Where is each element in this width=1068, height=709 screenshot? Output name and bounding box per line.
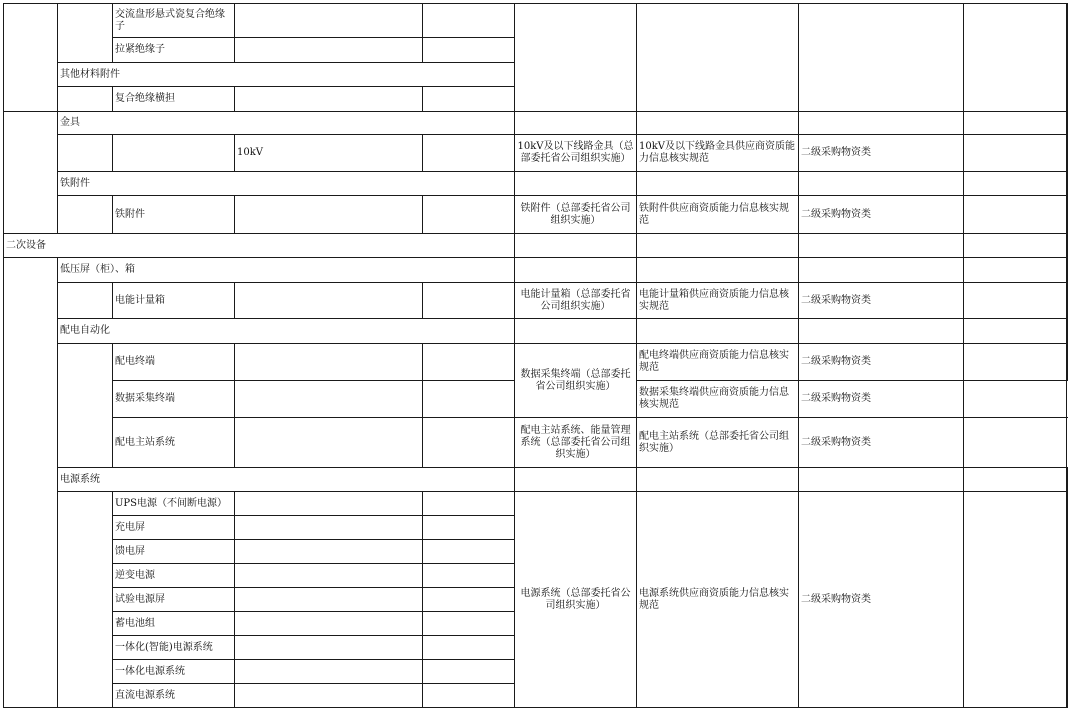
blank-cell xyxy=(234,37,423,63)
blank-cell xyxy=(963,171,1067,196)
master-station-spec-text: 配电主站系统（总部委托省公司组织实施） xyxy=(639,430,789,454)
power-spec-text: 电源系统供应商资质能力信息核实规范 xyxy=(639,587,789,611)
meter-spec xyxy=(636,282,799,319)
blank-cell xyxy=(3,111,58,234)
master-station-level-text: 二级采购物资类 xyxy=(801,436,871,448)
blank-cell xyxy=(963,467,1067,492)
meter-level xyxy=(798,282,964,319)
item-inverter-text: 逆变电源 xyxy=(115,569,155,581)
blank-cell xyxy=(57,282,113,319)
iron-implementation-text: 铁附件（总部委托省公司组织实施） xyxy=(520,202,631,226)
iron-level-text: 二级采购物资类 xyxy=(801,208,871,220)
meter-level-text: 二级采购物资类 xyxy=(801,294,871,306)
master-station-implementation xyxy=(514,417,637,468)
data-terminal-level-text: 二级采购物资类 xyxy=(801,393,871,404)
group-hardware xyxy=(57,111,515,135)
group-hardware-text: 金具 xyxy=(60,117,80,128)
blank-cell xyxy=(234,635,423,660)
blank-cell xyxy=(57,343,113,468)
section-secondary-equipment-text: 二次设备 xyxy=(6,239,46,251)
distribution-terminal-spec xyxy=(636,343,799,381)
item-integrated-smart-power xyxy=(112,635,235,660)
item-charging-panel xyxy=(112,515,235,540)
meter-spec-text: 电能计量箱供应商资质能力信息核实规范 xyxy=(639,288,789,312)
data-terminal-spec-text: 数据采集终端供应商资质能力信息核实规范 xyxy=(639,387,789,410)
terminal-implementation-text: 数据采集终端（总部委托省公司组织实施） xyxy=(520,368,631,392)
item-master-station xyxy=(112,417,235,468)
blank-cell xyxy=(514,233,637,258)
blank-cell xyxy=(234,86,423,112)
iron-level xyxy=(798,195,964,234)
hardware-spec-text: 10kV及以下线路金具供应商资质能力信息核实规范 xyxy=(639,141,796,164)
item-dc-power-text: 直流电源系统 xyxy=(115,689,175,701)
blank-cell xyxy=(422,659,515,684)
blank-cell xyxy=(422,539,515,564)
blank-cell xyxy=(234,587,423,612)
blank-cell xyxy=(963,380,1067,418)
blank-cell xyxy=(234,343,423,381)
blank-cell xyxy=(422,563,515,588)
blank-cell xyxy=(234,491,423,516)
item-tension-insulator xyxy=(112,37,235,63)
iron-spec xyxy=(636,195,799,234)
item-ac-disc-insulator-text: 交流盘形悬式瓷复合绝缘子 xyxy=(115,8,225,32)
iron-spec-text: 铁附件供应商资质能力信息核实规范 xyxy=(639,202,789,226)
blank-cell xyxy=(422,380,515,418)
meter-implementation xyxy=(514,282,637,319)
blank-cell xyxy=(234,539,423,564)
item-inverter xyxy=(112,563,235,588)
hardware-level xyxy=(798,134,964,172)
master-station-level xyxy=(798,417,964,468)
blank-cell xyxy=(798,3,964,112)
item-distribution-terminal-text: 配电终端 xyxy=(115,356,155,367)
item-10kv-text: 10kV xyxy=(237,147,264,158)
item-test-power-panel-text: 试验电源屏 xyxy=(115,593,165,605)
blank-cell xyxy=(422,86,515,112)
blank-cell xyxy=(422,491,515,516)
group-distribution-automation xyxy=(57,318,515,344)
blank-cell xyxy=(963,3,1067,112)
group-iron xyxy=(57,171,515,196)
item-charging-panel-text: 充电屏 xyxy=(115,521,145,533)
blank-cell xyxy=(636,171,799,196)
group-other-materials-text: 其他材料附件 xyxy=(60,68,120,80)
power-level xyxy=(798,491,964,708)
blank-cell xyxy=(798,171,964,196)
item-data-terminal xyxy=(112,380,235,418)
hardware-implementation-text: 10kV及以下线路金具（总部委托省公司组织实施） xyxy=(517,141,634,164)
blank-cell xyxy=(422,282,515,319)
iron-implementation xyxy=(514,195,637,234)
item-integrated-power-text: 一体化电源系统 xyxy=(115,665,185,677)
item-master-station-text: 配电主站系统 xyxy=(115,436,175,448)
item-test-power-panel xyxy=(112,587,235,612)
group-lv-panel xyxy=(57,257,515,283)
blank-cell xyxy=(422,515,515,540)
blank-cell xyxy=(514,257,637,283)
blank-cell xyxy=(963,417,1067,468)
blank-cell xyxy=(422,683,515,708)
blank-cell xyxy=(234,195,423,234)
data-terminal-level xyxy=(798,380,964,418)
master-station-spec xyxy=(636,417,799,468)
blank-cell xyxy=(636,3,799,112)
blank-cell xyxy=(57,134,113,172)
item-ups xyxy=(112,491,235,516)
blank-cell xyxy=(57,86,113,112)
blank-cell xyxy=(422,3,515,38)
item-battery-bank-text: 蓄电池组 xyxy=(115,617,155,629)
blank-cell xyxy=(234,611,423,636)
blank-cell xyxy=(798,318,964,344)
blank-cell xyxy=(234,683,423,708)
blank-cell xyxy=(234,659,423,684)
group-lv-panel-text: 低压屏（柜）、箱 xyxy=(60,264,135,275)
blank-cell xyxy=(963,282,1067,319)
blank-cell xyxy=(963,318,1067,344)
item-iron-text: 铁附件 xyxy=(115,208,145,220)
blank-cell xyxy=(798,467,964,492)
item-composite-crossarm-text: 复合绝缘横担 xyxy=(115,93,175,104)
blank-cell xyxy=(422,417,515,468)
blank-cell xyxy=(57,491,113,708)
blank-cell xyxy=(636,318,799,344)
blank-cell xyxy=(234,417,423,468)
blank-cell xyxy=(234,3,423,38)
distribution-terminal-level xyxy=(798,343,964,381)
distribution-terminal-spec-text: 配电终端供应商资质能力信息核实规范 xyxy=(639,350,789,373)
blank-cell xyxy=(514,467,637,492)
blank-cell xyxy=(963,233,1067,258)
blank-cell xyxy=(422,611,515,636)
terminal-implementation xyxy=(514,343,637,418)
power-implementation xyxy=(514,491,637,708)
item-dc-power xyxy=(112,683,235,708)
group-iron-text: 铁附件 xyxy=(60,177,90,189)
blank-cell xyxy=(514,318,637,344)
group-other-materials xyxy=(57,62,515,87)
item-battery-bank xyxy=(112,611,235,636)
blank-cell xyxy=(234,380,423,418)
hardware-implementation xyxy=(514,134,637,172)
item-meter-box xyxy=(112,282,235,319)
blank-cell xyxy=(636,257,799,283)
blank-cell xyxy=(963,343,1067,381)
item-tension-insulator-text: 拉紧绝缘子 xyxy=(115,44,165,55)
blank-cell xyxy=(963,257,1067,283)
blank-cell xyxy=(422,195,515,234)
power-spec xyxy=(636,491,799,708)
blank-cell xyxy=(3,257,58,708)
item-ac-disc-insulator xyxy=(112,3,235,38)
group-power-system xyxy=(57,467,515,492)
blank-cell xyxy=(514,3,637,112)
blank-cell xyxy=(963,195,1067,234)
blank-cell xyxy=(963,491,1067,708)
blank-cell xyxy=(422,343,515,381)
blank-cell xyxy=(234,282,423,319)
hardware-spec xyxy=(636,134,799,172)
group-distribution-automation-text: 配电自动化 xyxy=(60,325,110,336)
item-composite-crossarm xyxy=(112,86,235,112)
item-ups-text: UPS电源（不间断电源） xyxy=(115,497,228,509)
blank-cell xyxy=(57,3,113,63)
blank-cell xyxy=(57,195,113,234)
blank-cell xyxy=(636,233,799,258)
blank-cell xyxy=(636,467,799,492)
blank-cell xyxy=(234,563,423,588)
blank-cell xyxy=(636,111,799,135)
blank-cell xyxy=(422,134,515,172)
blank-cell xyxy=(514,111,637,135)
data-terminal-spec xyxy=(636,380,799,418)
blank-cell xyxy=(798,233,964,258)
item-feeder-panel xyxy=(112,539,235,564)
blank-cell xyxy=(234,515,423,540)
power-level-text: 二级采购物资类 xyxy=(801,593,871,605)
master-station-implementation-text: 配电主站系统、能量管理系统（总部委托省公司组织实施） xyxy=(520,424,631,460)
item-meter-box-text: 电能计量箱 xyxy=(115,294,165,306)
group-power-system-text: 电源系统 xyxy=(60,473,100,485)
meter-implementation-text: 电能计量箱（总部委托省公司组织实施） xyxy=(520,288,631,312)
item-iron xyxy=(112,195,235,234)
power-implementation-text: 电源系统（总部委托省公司组织实施） xyxy=(520,587,631,611)
blank-cell xyxy=(963,134,1067,172)
distribution-terminal-level-text: 二级采购物资类 xyxy=(801,356,871,367)
blank-cell xyxy=(422,37,515,63)
blank-cell xyxy=(112,134,235,172)
item-feeder-panel-text: 馈电屏 xyxy=(115,545,145,557)
blank-cell xyxy=(798,111,964,135)
item-10kv xyxy=(234,134,423,172)
hardware-level-text: 二级采购物资类 xyxy=(801,147,871,158)
item-integrated-smart-power-text: 一体化(智能)电源系统 xyxy=(115,641,213,653)
blank-cell xyxy=(514,171,637,196)
blank-cell xyxy=(3,3,58,112)
item-integrated-power xyxy=(112,659,235,684)
blank-cell xyxy=(798,257,964,283)
item-distribution-terminal xyxy=(112,343,235,381)
blank-cell xyxy=(422,635,515,660)
section-secondary-equipment xyxy=(3,233,515,258)
blank-cell xyxy=(963,111,1067,135)
item-data-terminal-text: 数据采集终端 xyxy=(115,393,175,404)
blank-cell xyxy=(422,587,515,612)
